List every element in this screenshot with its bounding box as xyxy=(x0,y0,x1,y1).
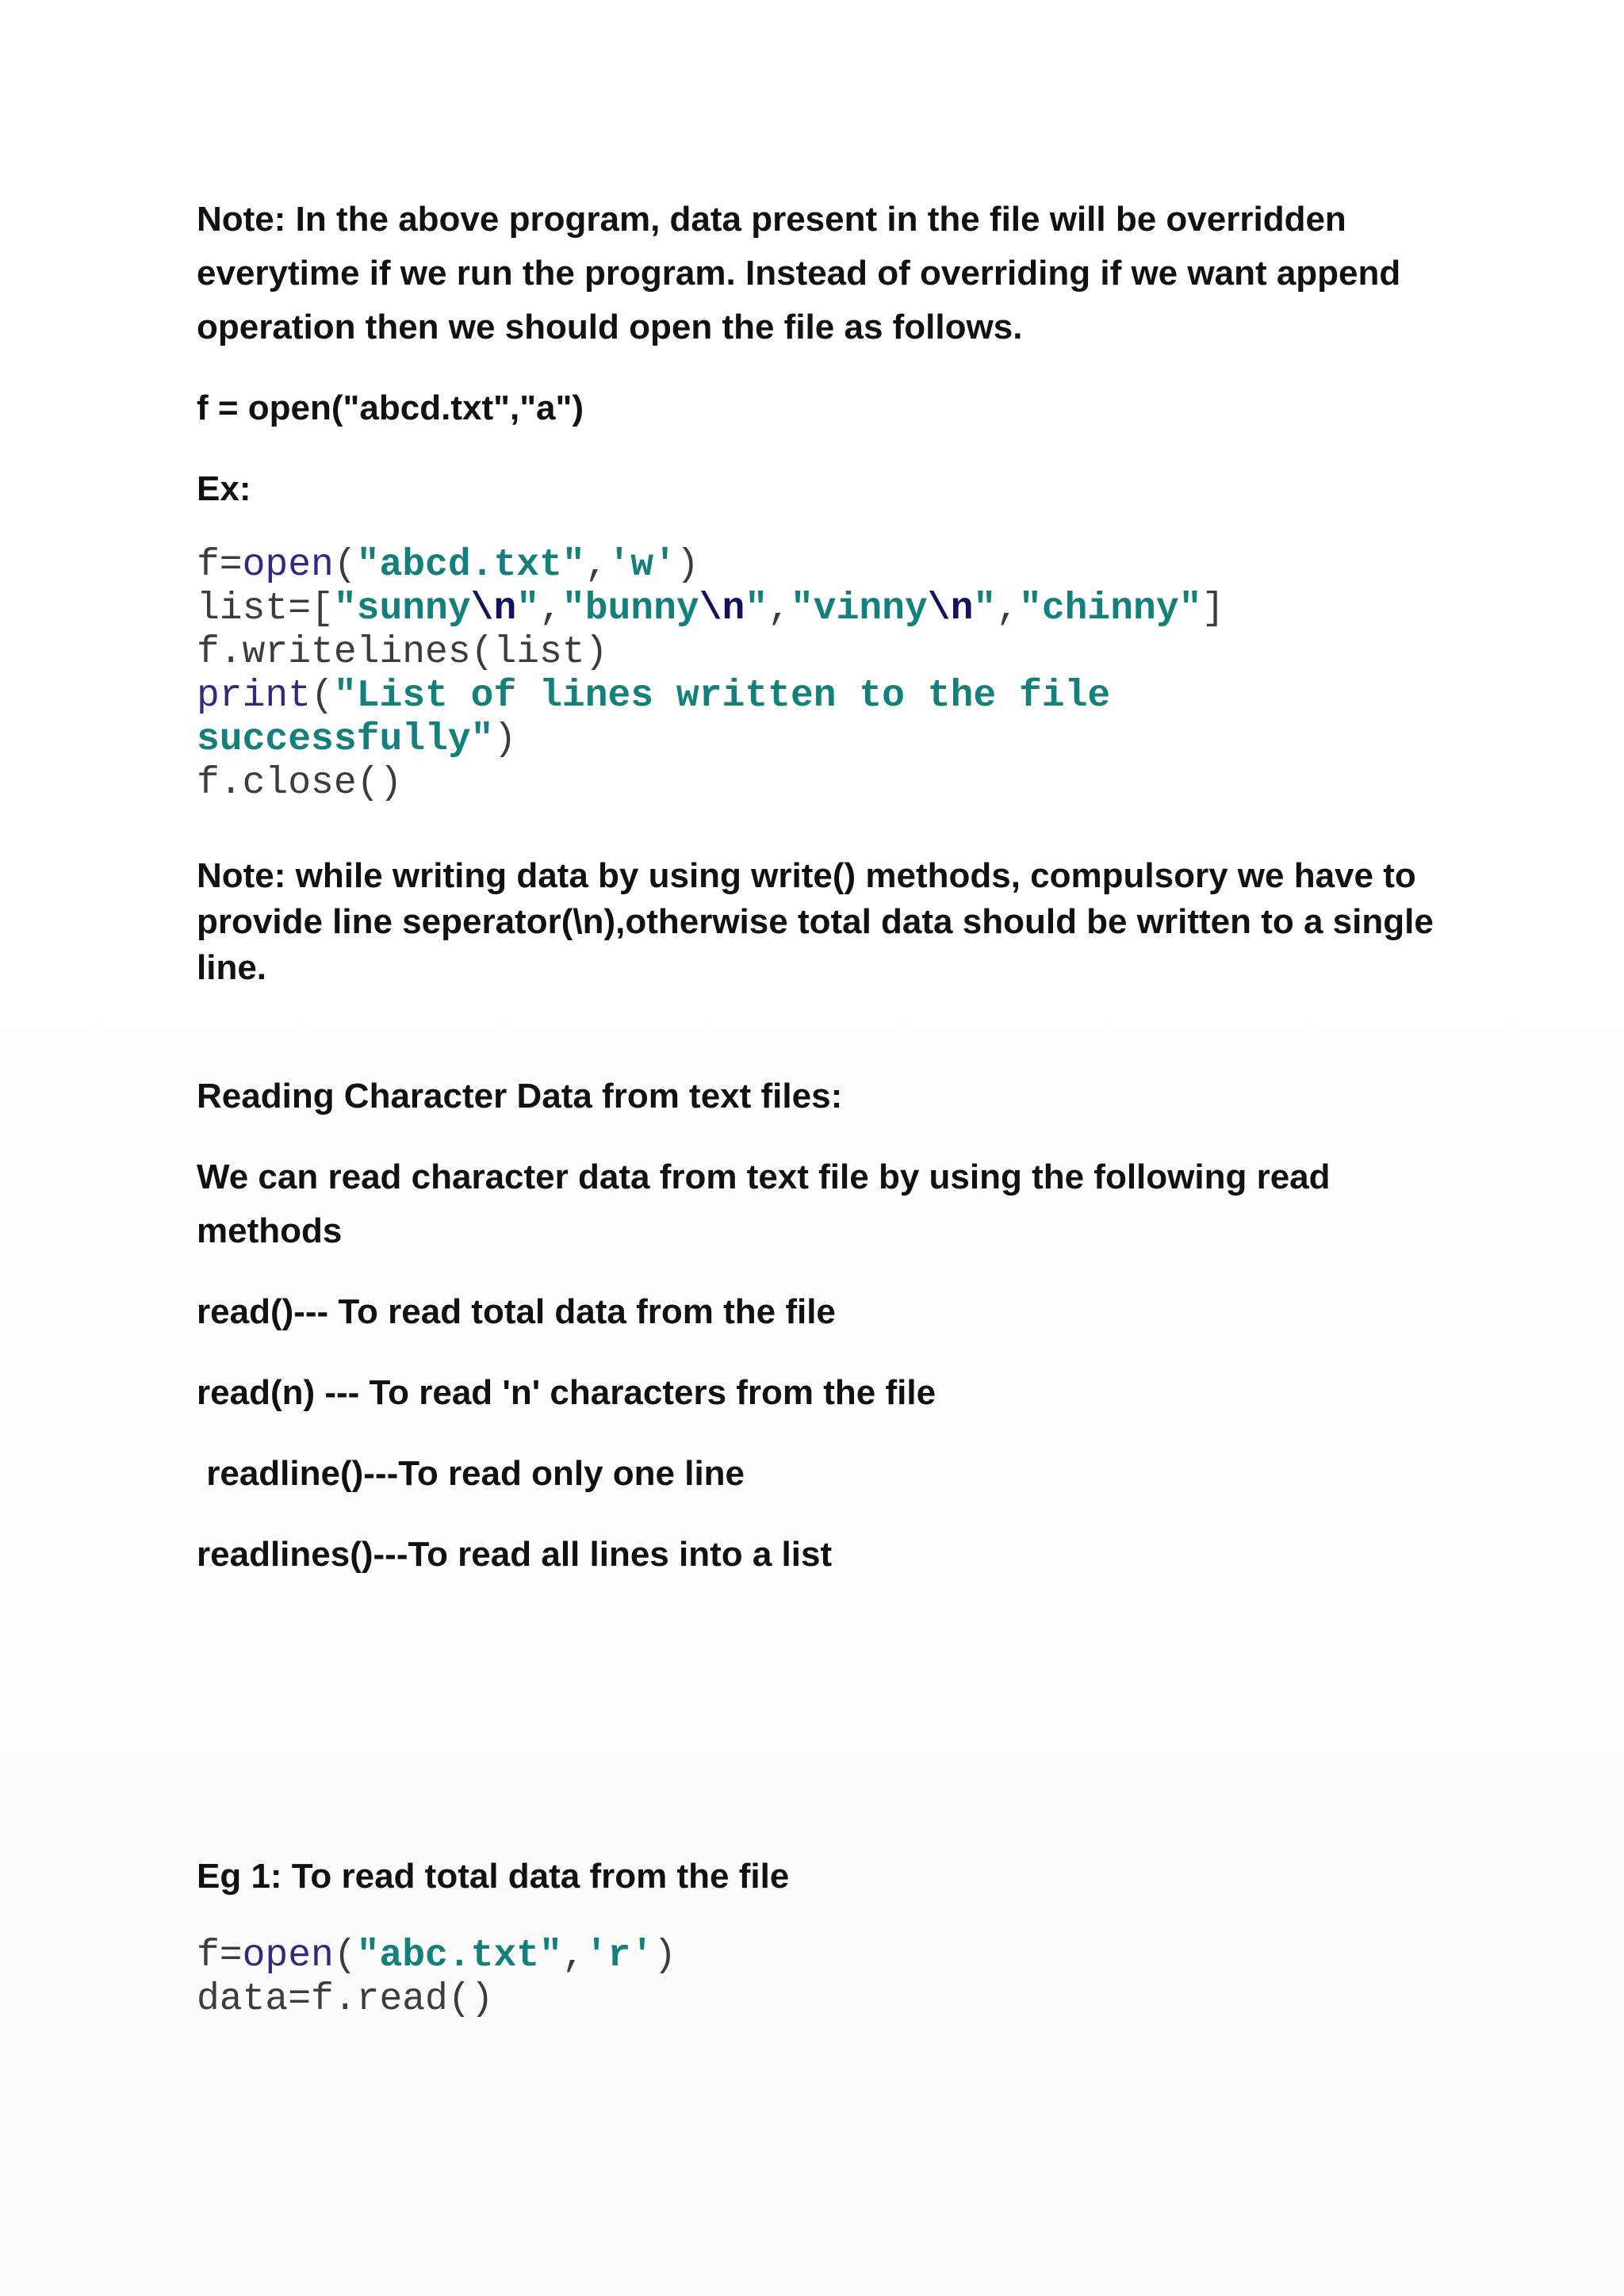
note2-line2: provide line seperator(\n),otherwise total data should be written to a single xyxy=(197,902,1434,941)
intro-line2: methods xyxy=(197,1211,343,1250)
code1-line4: print("List of lines written to the file xyxy=(197,675,1111,718)
note2-line1: Note: while writing data by using write() methods, compulsory we have to xyxy=(197,856,1416,895)
code2-line2: data=f.read() xyxy=(197,1978,494,2021)
code-block-read xyxy=(197,1934,676,2022)
note1-line2: everytime if we run the program. Instead of overriding if we want append xyxy=(197,254,1401,293)
method-read-n: read(n) --- To read 'n' characters from the file xyxy=(197,1373,936,1412)
note2-line3: line. xyxy=(197,948,267,987)
note1-line3: operation then we should open the file as follows. xyxy=(197,308,1023,346)
note1-line1: Note: In the above program, data present in the file will be overridden xyxy=(197,200,1346,239)
code1-line3: f.writelines(list) xyxy=(197,631,608,674)
ex-label: Ex: xyxy=(197,469,251,508)
code2-line1: f=open("abc.txt",'r') xyxy=(197,1934,676,1977)
method-read: read()--- To read total data from the file xyxy=(197,1292,836,1331)
eg1-heading: Eg 1: To read total data from the file xyxy=(197,1857,790,1896)
method-readline: readline()---To read only one line xyxy=(197,1454,745,1493)
append-statement: f = open("abcd.txt","a") xyxy=(197,388,584,427)
code1-line1: f=open("abcd.txt",'w') xyxy=(197,544,699,587)
code1-line6: f.close() xyxy=(197,762,403,805)
code-block-write xyxy=(197,544,1224,806)
code1-line2: list=["sunny\n","bunny\n","vinny\n","chinny"] xyxy=(197,587,1225,630)
method-readlines: readlines()---To read all lines into a list xyxy=(197,1535,833,1574)
section-heading-reading: Reading Character Data from text files: xyxy=(197,1077,843,1115)
code1-line5: successfully") xyxy=(197,718,517,761)
intro-line1: We can read character data from text file by using the following read xyxy=(197,1158,1331,1196)
